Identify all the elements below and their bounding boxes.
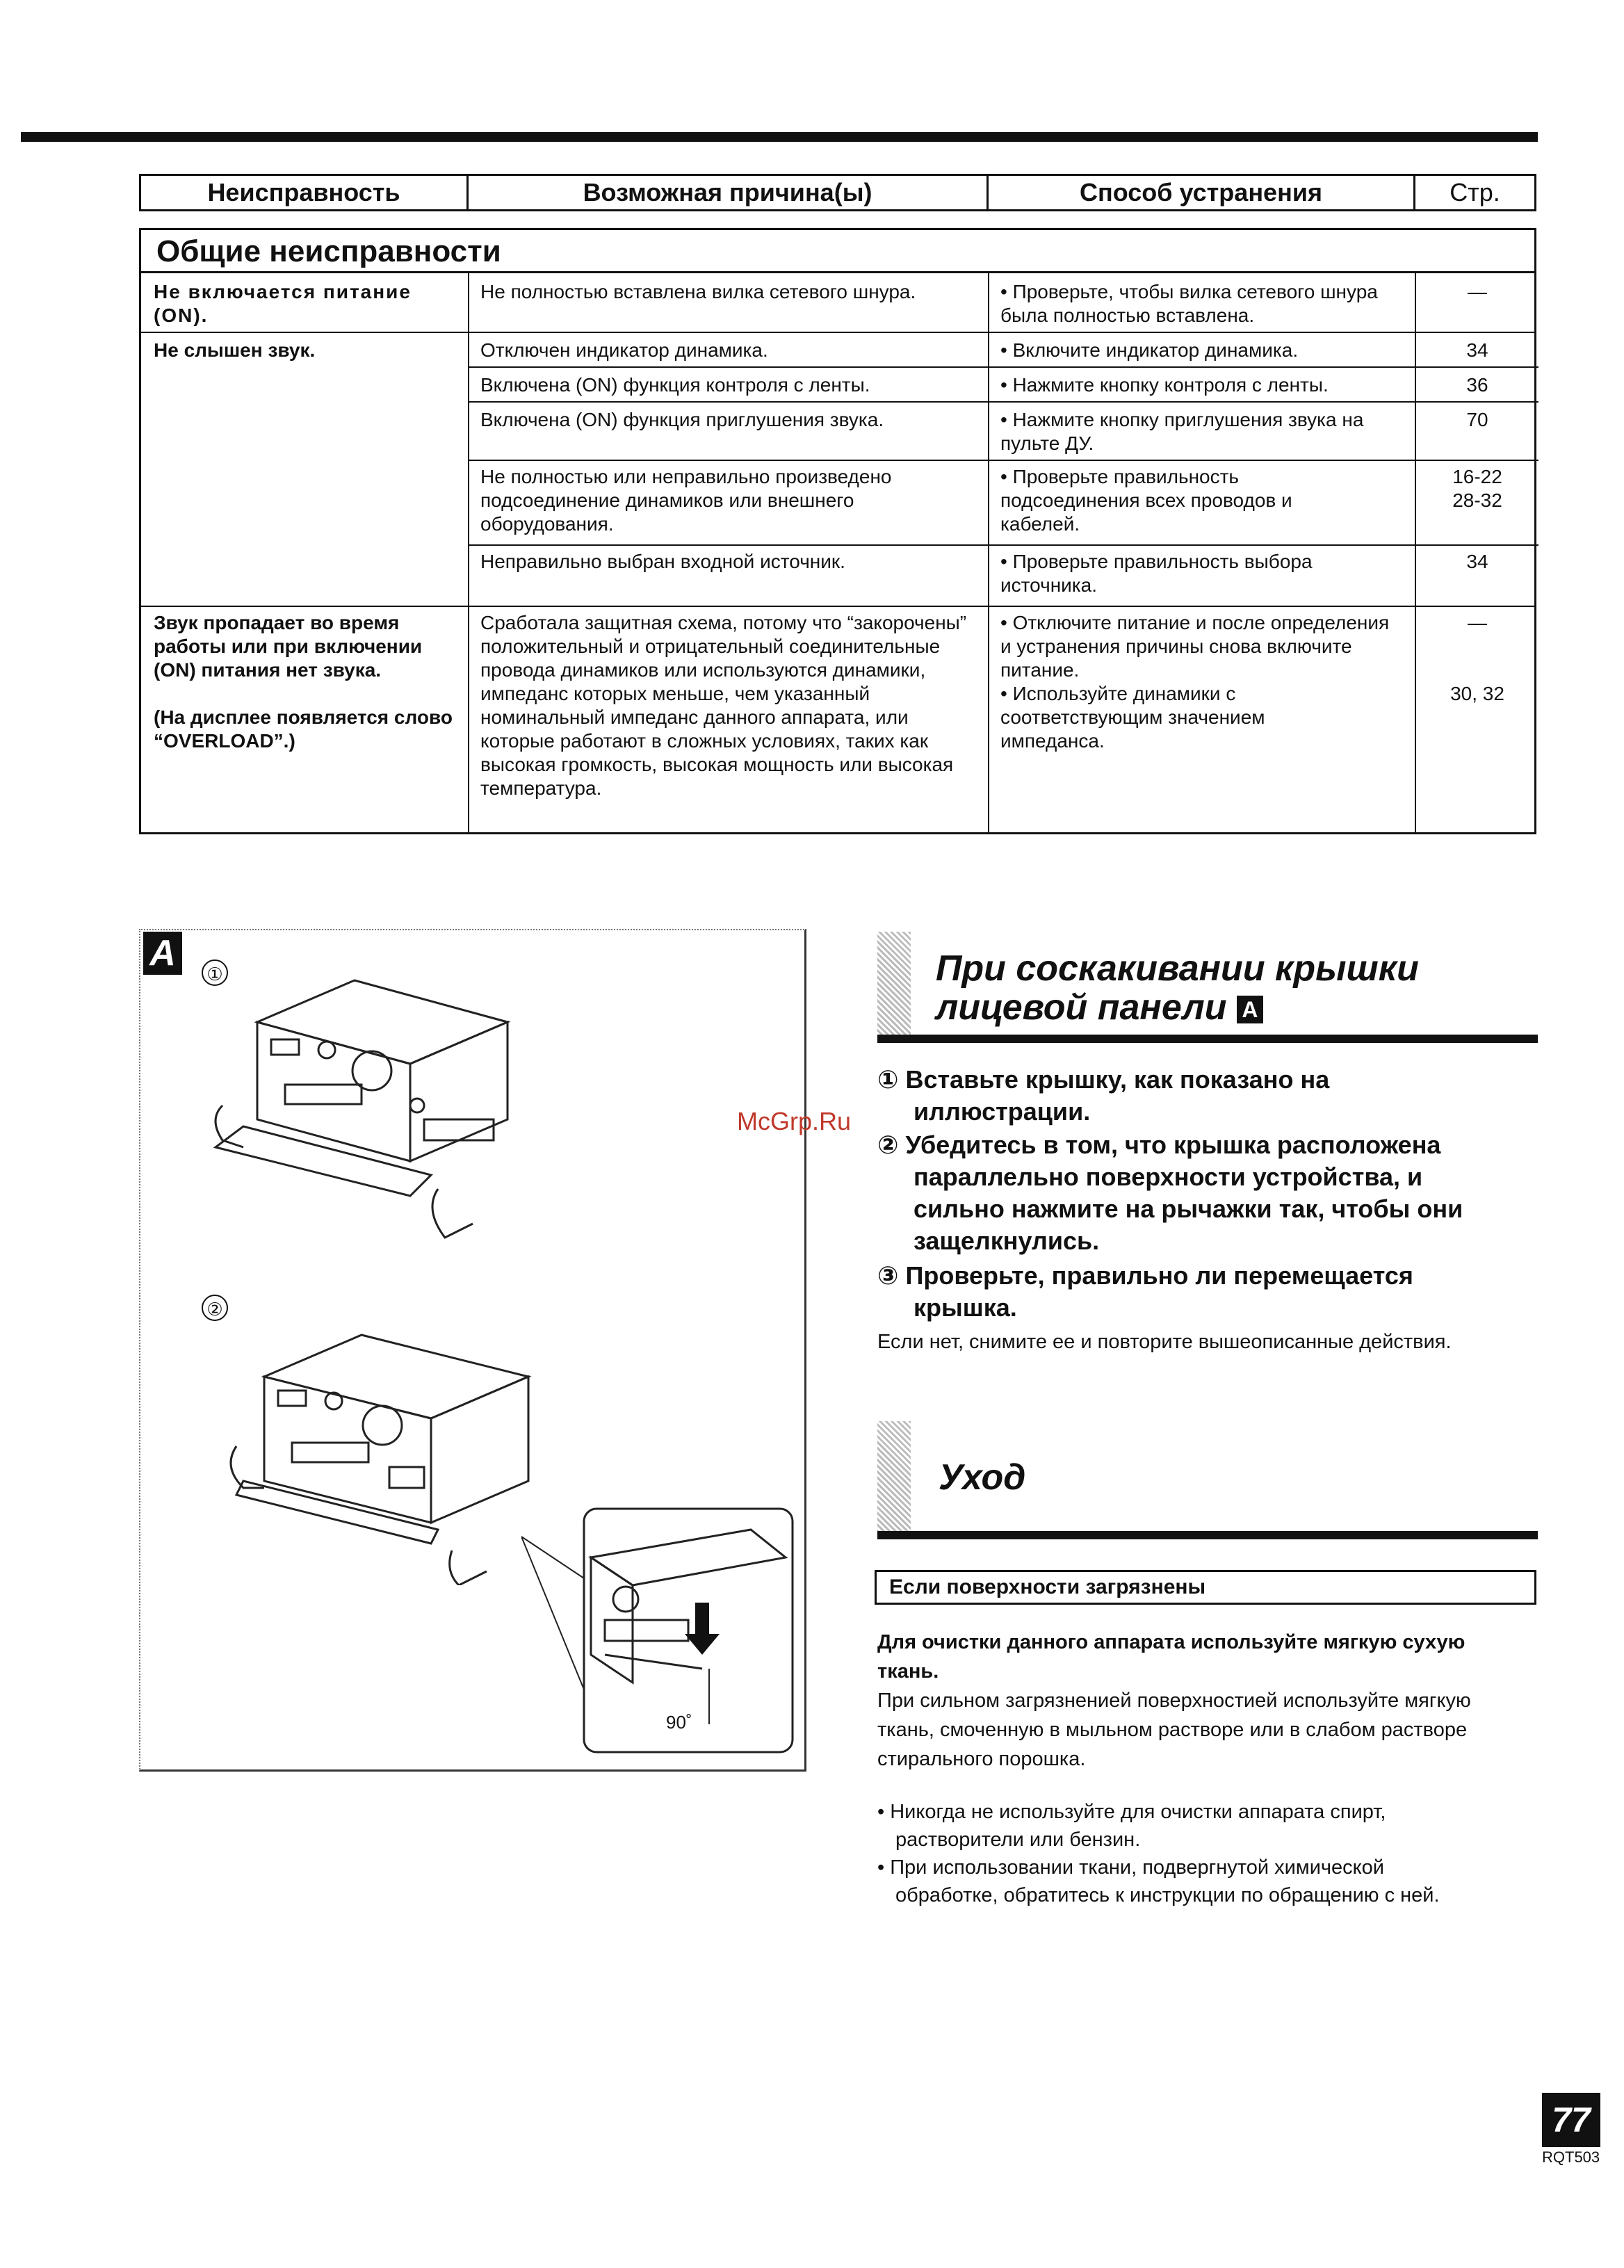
cover-step-1: ① Вставьте крышку, как показано на xyxy=(877,1065,1330,1094)
row-divider xyxy=(141,606,1534,607)
header-cause: Возможная причина(ы) xyxy=(469,176,989,209)
section-marker xyxy=(877,932,911,1037)
table-row-problem: Звук пропадает во время работы или при включении (ON) питания нет звука. xyxy=(154,612,423,681)
cover-step-3: ③ Проверьте, правильно ли перемещается xyxy=(877,1261,1413,1290)
table-row-problem: Не слышен звук. xyxy=(154,339,316,361)
care-bold-line1: Для очистки данного аппарата используйте мягкую сухую xyxy=(877,1631,1465,1653)
row-divider xyxy=(468,544,1538,546)
row-divider xyxy=(141,332,1534,333)
table-row-fix: • Включите индикатор динамика. xyxy=(1000,339,1299,361)
table-row-page: 16-22 xyxy=(1452,466,1502,487)
header-page: Стр. xyxy=(1450,178,1500,206)
table-row-cause: Включена (ON) функция контроля с ленты. xyxy=(480,374,870,396)
care-bullet-1-cont: растворители или бензин. xyxy=(895,1829,1141,1851)
table-row-page: 34 xyxy=(1466,339,1488,361)
table-row-fix: • Проверьте, чтобы вилка сетевого шнура была полностью вставлена. xyxy=(1000,281,1378,326)
col-divider xyxy=(468,273,469,834)
title-badge: A xyxy=(1237,996,1263,1023)
figure-step-2: ② xyxy=(202,1295,228,1321)
figure-badge: A xyxy=(143,932,182,975)
care-bullet-2: • При использовании ткани, подвергнутой химической xyxy=(877,1856,1385,1879)
table-row-fix: • Используйте динамики с соответствующим значением импеданса. xyxy=(1000,683,1265,752)
table-header xyxy=(139,174,1536,211)
table-row-page: — xyxy=(1468,612,1487,633)
care-paragraph: стирального порошка. xyxy=(877,1748,1086,1770)
care-paragraph: ткань, смоченную в мыльном растворе или в слабом растворе xyxy=(877,1719,1468,1741)
cover-title-line1: При соскакивании крышки xyxy=(936,948,1419,989)
care-paragraph: При сильном загрязненией поверхностией используйте мягкую xyxy=(877,1690,1471,1712)
angle-label: 90˚ xyxy=(666,1712,692,1733)
table-row-fix: • Проверьте правильность выбора источника. xyxy=(1000,551,1313,596)
cover-step-1-cont: иллюстрации. xyxy=(914,1097,1091,1126)
table-row-problem: Не включается питание (ON). xyxy=(154,281,412,326)
cover-note: Если нет, снимите ее и повторите вышеописанные действия. xyxy=(877,1331,1452,1353)
header-problem: Неисправность xyxy=(141,176,469,209)
watermark: McGrp.Ru xyxy=(737,1107,852,1135)
section-rule xyxy=(877,1035,1538,1043)
section-marker xyxy=(877,1421,911,1538)
cover-step-2-cont: защелкнулись. xyxy=(914,1226,1100,1255)
table-row-cause: Включена (ON) функция приглушения звука. xyxy=(480,409,884,430)
cover-step-2-cont: параллельно поверхности устройства, и xyxy=(914,1163,1423,1191)
table-row-problem-note: (На дисплее появляется слово “OVERLOAD”.) xyxy=(154,706,453,752)
table-row-cause: Не полностью или неправильно произведено подсоединение динамиков или внешнего оборудования. xyxy=(480,466,892,535)
table-row-page: 28-32 xyxy=(1452,489,1502,511)
care-title: Уход xyxy=(939,1457,1026,1498)
col-divider xyxy=(988,273,989,834)
table-row-page: 36 xyxy=(1466,374,1488,396)
table-row-fix: • Нажмите кнопку приглушения звука на пульте ДУ. xyxy=(1000,409,1364,454)
table-row-fix: • Нажмите кнопку контроля с ленты. xyxy=(1000,374,1329,396)
table-row-cause: Сработала защитная схема, потому что “закорочены” положительный и отрицательный соединительные провода динамиков или используются динамики, импеданс которых меньше, чем указанный номинальный импеданс данного аппарата, или которые работают в сложных условиях, таких как высокая громкость, высокая мощность или высокая температура. xyxy=(480,612,967,799)
receiver-illustration-2 xyxy=(222,1321,556,1585)
top-rule xyxy=(21,132,1538,142)
table-row-cause: Отключен индикатор динамика. xyxy=(480,339,768,361)
cover-title-line2: лицевой панели A xyxy=(936,987,1263,1028)
table-row-cause: Неправильно выбран входной источник. xyxy=(480,551,845,572)
section-rule xyxy=(877,1531,1538,1539)
figure-step-1: ① xyxy=(202,959,228,986)
table-row-cause: Не полностью вставлена вилка сетевого шнура. xyxy=(480,281,916,302)
cover-detail-inset xyxy=(521,1481,799,1759)
col-divider xyxy=(1415,273,1416,834)
table-row-page: — xyxy=(1468,281,1487,302)
doc-code: RQT503 xyxy=(1542,2148,1600,2166)
receiver-illustration-1 xyxy=(202,966,521,1245)
row-divider xyxy=(468,460,1538,461)
care-bullet-2-cont: обработке, обратитесь к инструкции по обращению с ней. xyxy=(895,1884,1440,1906)
table-row-fix: • Проверьте правильность подсоединения всех проводов и кабелей. xyxy=(1000,466,1292,535)
page-number: 77 xyxy=(1542,2093,1600,2147)
care-bold-line2: ткань. xyxy=(877,1660,939,1683)
cover-step-2-cont: сильно нажмите на рычажки так, чтобы они xyxy=(914,1194,1463,1223)
table-row-fix: • Отключите питание и после определения и устранения причины снова включите питание. xyxy=(1000,612,1390,681)
cover-step-2: ② Убедитесь в том, что крышка расположена xyxy=(877,1131,1441,1159)
table-row-page: 34 xyxy=(1466,551,1488,572)
care-subheading: Если поверхности загрязнены xyxy=(875,1570,1536,1605)
care-bullet-1: • Никогда не используйте для очистки аппарата спирт, xyxy=(877,1801,1386,1823)
cover-step-3-cont: крышка. xyxy=(914,1293,1017,1322)
row-divider xyxy=(468,401,1538,403)
table-row-page: 70 xyxy=(1466,409,1488,430)
table-row-page: 30, 32 xyxy=(1450,683,1504,704)
header-fix: Способ устранения xyxy=(989,176,1415,209)
row-divider xyxy=(468,366,1538,368)
section-title: Общие неисправности xyxy=(141,230,1534,273)
troubleshooting-table xyxy=(139,228,1536,834)
